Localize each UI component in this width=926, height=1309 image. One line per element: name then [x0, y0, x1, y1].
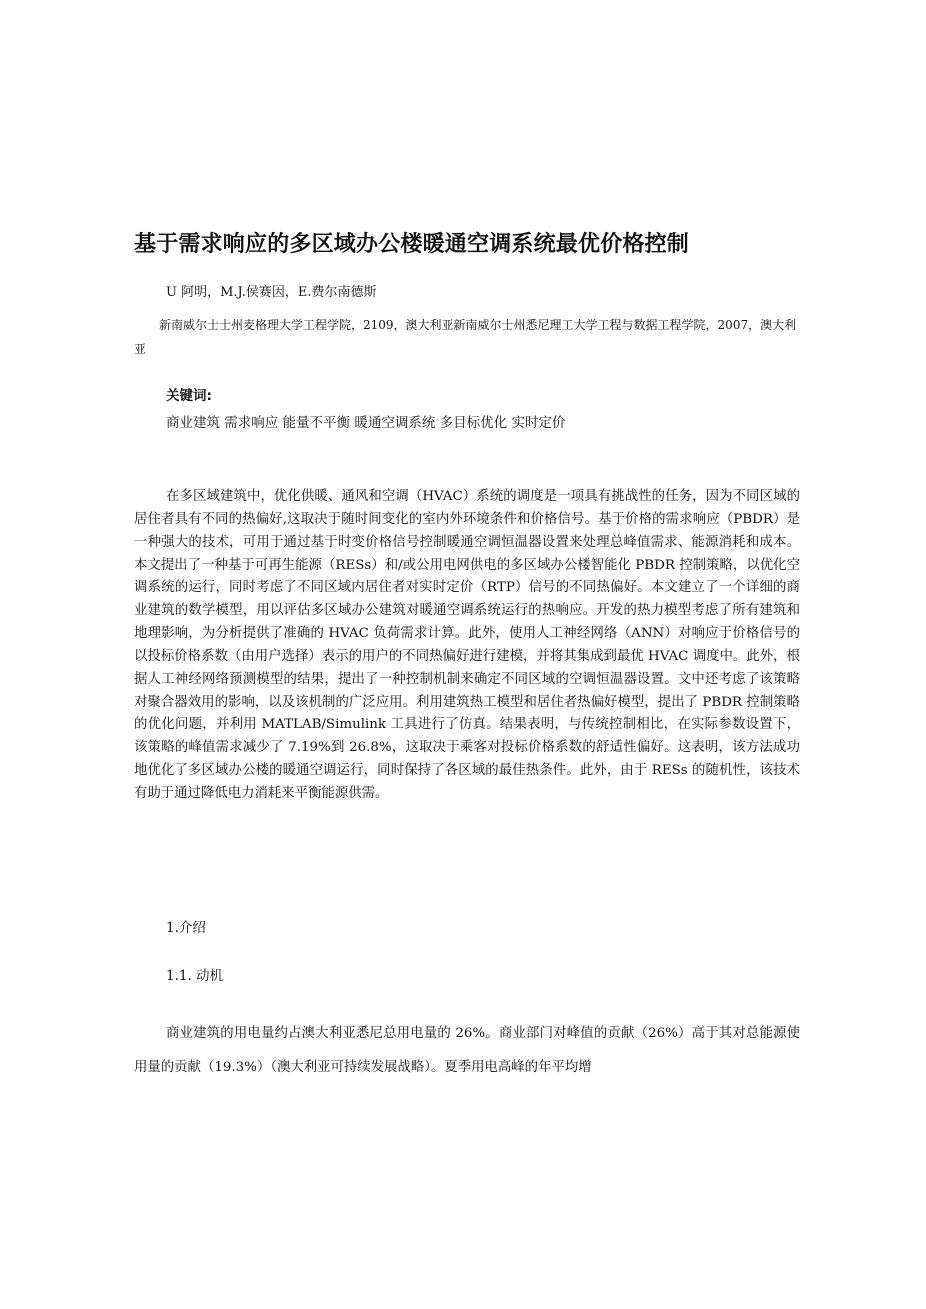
abstract-paragraph: 在多区域建筑中，优化供暖、通风和空调（HVAC）系统的调度是一项具有挑战性的任务，因为不同区域的居住者具有不同的热偏好,这取决于随时间变化的室内外环境条件和价格信号。基于价格的需求响应（PBDR）是一种强大的技术，可用于通过基于时变价格信号控制暖通空调恒温器设置来处理总峰值需求、能源消耗和成本。本文提出了一种基于可再生能源（RESs）和/或公用电网供电的多区域办公楼智能化 PBDR 控制策略，以优化空调系统的运行，同时考虑了不同区域内居住者对实时定价（RTP）信号的不同热偏好。本文建立了一个详细的商业建筑的数学模型，用以评估多区域办公建筑对暖通空调系统运行的热响应。开发的热力模型考虑了所有建筑和地理影响，为分析提供了准确的 HVAC 负荷需求计算。此外，使用人工神经网络（ANN）对响应于价格信号的以投标价格系数（由用户选择）表示的用户的不同热偏好进行建模，并将其集成到最优 HVAC 调度中。此外，根据人工神经网络预测模型的结果，提出了一种控制机制来确定不同区域的空调恒温器设置。文中还考虑了该策略对聚合器效用的影响，以及该机制的广泛应用。利用建筑热工模型和居住者热偏好模型，提出了 PBDR 控制策略的优化问题，并利用 MATLAB/Simulink 工具进行了仿真。结果表明，与传统控制相比，在实际参数设置下，该策略的峰值需求减少了 7.19%到 26.8%，这取决于乘客对投标价格系数的舒适性偏好。这表明，该方法成功地优化了多区域办公楼的暖通空调运行，同时保持了各区域的最佳热条件。此外，由于 RESs 的随机性，该技术有助于通过降低电力消耗来平衡能源供需。	[134, 489, 800, 801]
author-affiliation: 新南威尔士士州麦格理大学工程学院，2109，澳大利亚新南威尔士州悉尼理工大学工程与数据工程学院，2007，澳大利亚	[134, 318, 797, 356]
keywords-list: 商业建筑 需求响应 能量不平衡 暖通空调系统 多目标优化 实时定价	[166, 415, 566, 431]
keywords-heading: 关键词:	[166, 388, 212, 404]
section-heading-introduction: 1.介绍	[166, 920, 206, 936]
author-list: U 阿明，M.J.侯赛因，E.费尔南德斯	[166, 285, 377, 300]
subsection-heading-motivation: 1.1. 动机	[166, 968, 224, 984]
paper-title: 基于需求响应的多区域办公楼暖通空调系统最优价格控制	[134, 232, 690, 257]
body-paragraph: 商业建筑的用电量约占澳大利亚悉尼总用电量的 26%。商业部门对峰值的贡献（26%）高于其对总能源使用量的贡献（19.3%）（澳大利亚可持续发展战略）。夏季用电高峰的年平均增	[134, 1026, 800, 1075]
